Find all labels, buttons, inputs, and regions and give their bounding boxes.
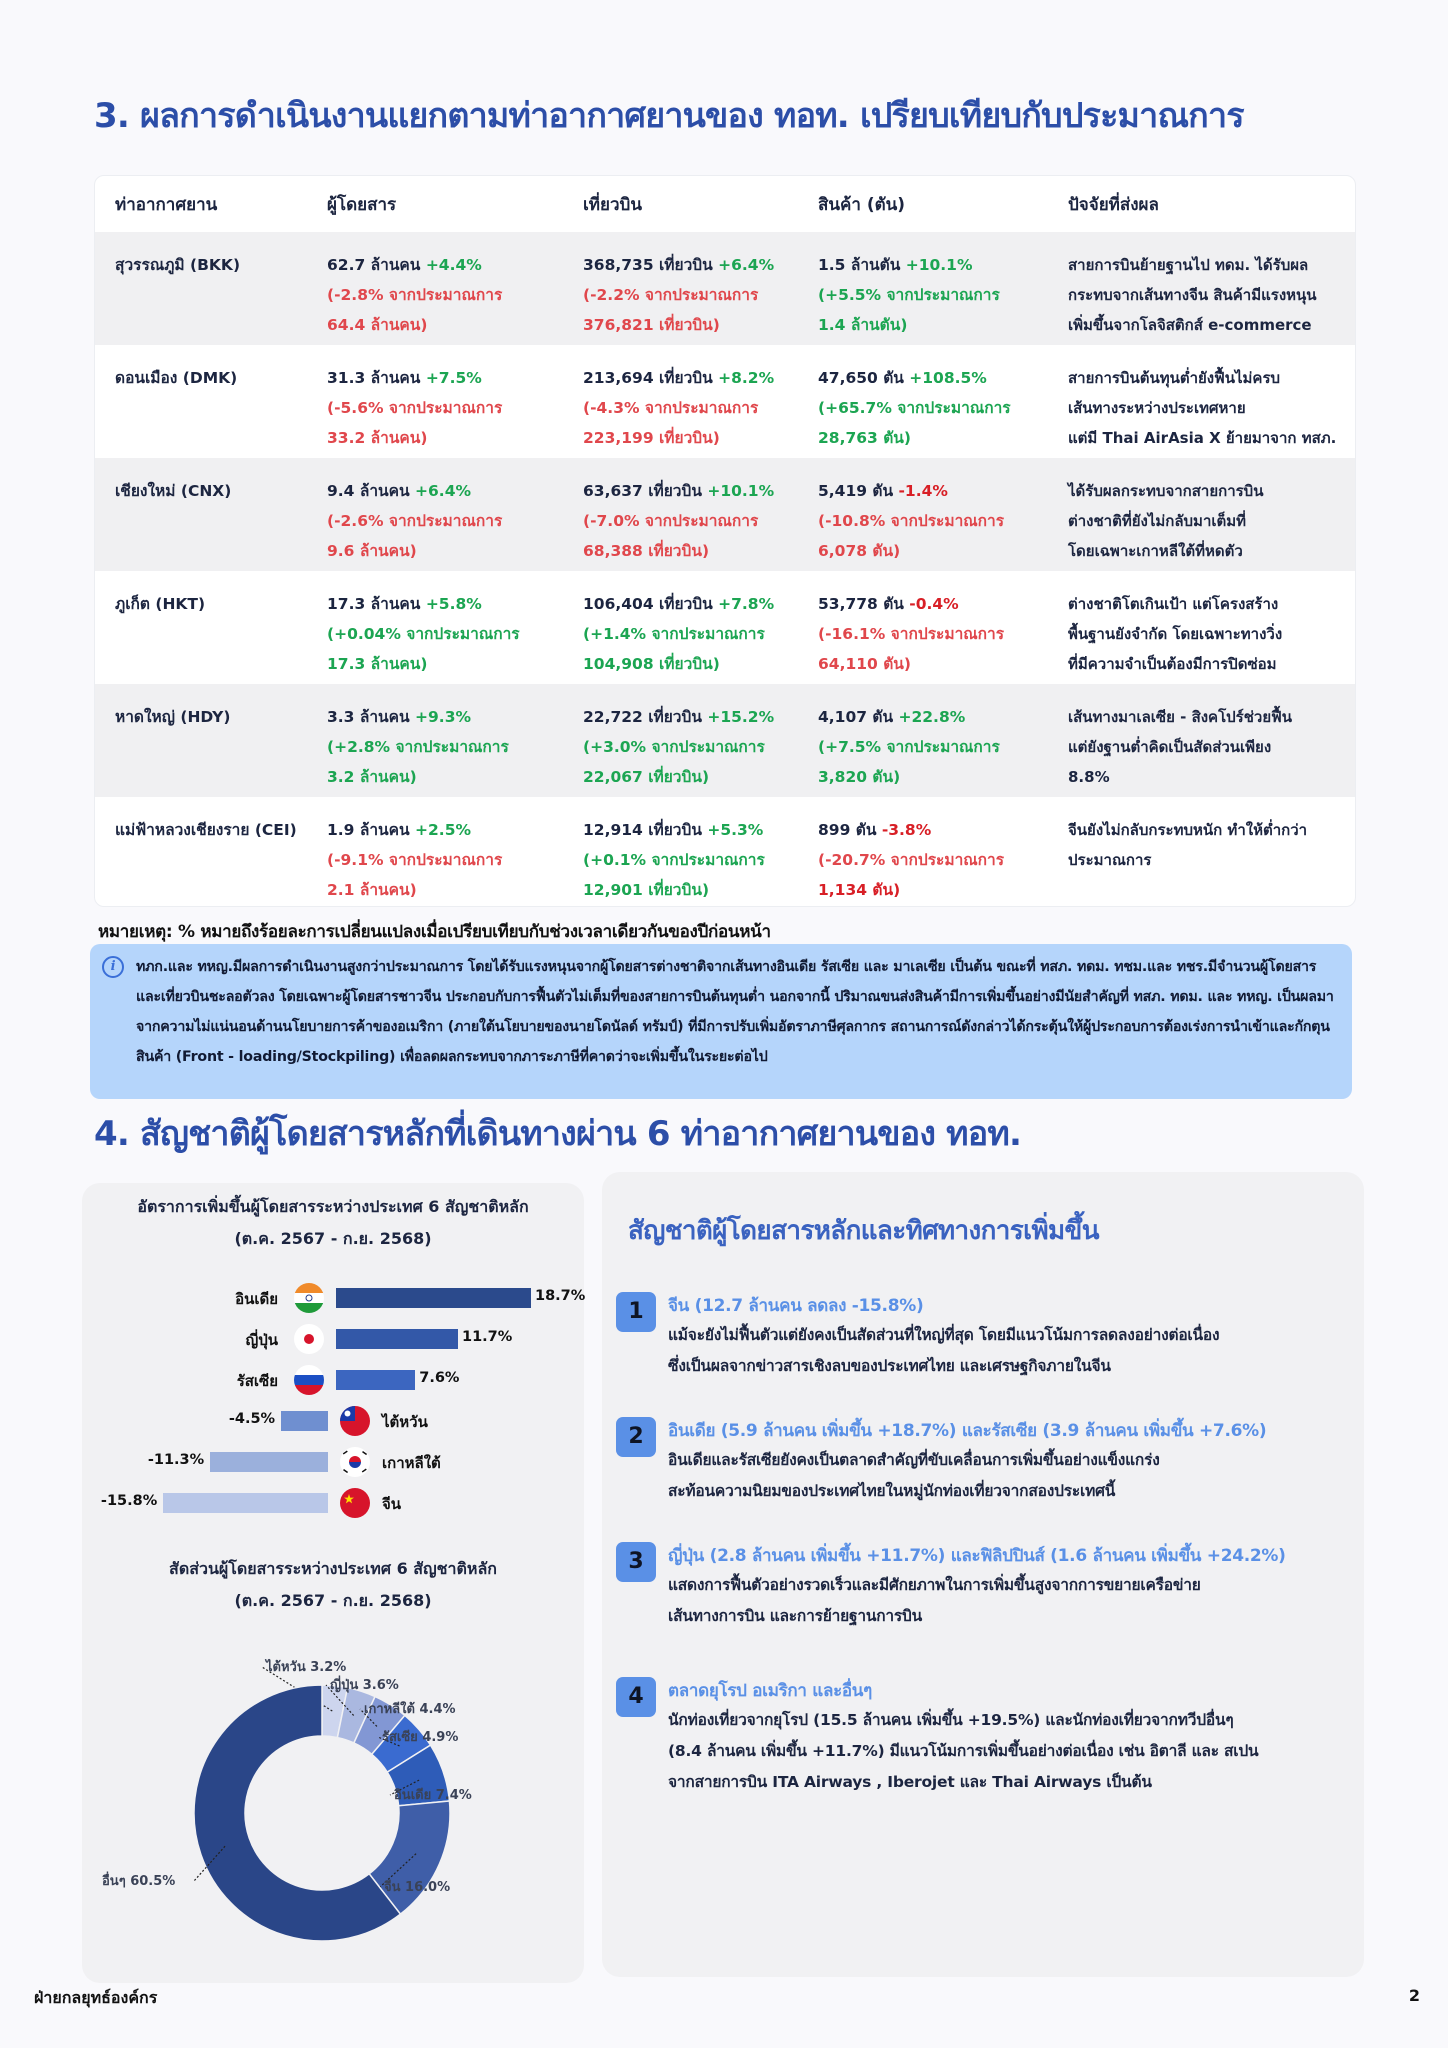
flights-plan: 22,067 เที่ยวบิน) [583,768,710,786]
cargo-line [818,476,1048,506]
bar-chart-subtitle: (ต.ค. 2567 - ก.ย. 2568) [234,1229,432,1248]
cargo-plan: 6,078 ตัน) [818,542,901,560]
nationality-summary-card [602,1172,1364,1977]
table-row [95,232,1355,345]
pax-plan: 33.2 ล้านคน) [327,429,428,447]
cell-pax [307,232,563,345]
factor-line: ต่างชาติที่ยังไม่กลับมาเต็มที่ [1068,512,1247,530]
summary-item [616,1292,1336,1382]
cargo-yoy: +10.1% [905,256,973,274]
cargo-plan: 1.4 ล้านตัน) [818,316,908,334]
flights-yoy: +8.2% [718,369,775,387]
item-body-line: แสดงการฟื้นตัวอย่างรวดเร็วและมีศักยภาพในการเพิ่มขึ้นสูงจากการขยายเครือข่าย [668,1576,1201,1594]
pax-vs-plan: (-2.6% จากประมาณการ [327,512,503,530]
cargo-plan: 64,110 ตัน) [818,655,911,673]
pax-plan: 17.3 ล้านคน) [327,655,428,673]
flights-vs-plan: (-7.0% จากประมาณการ [583,512,759,530]
cell-factor [1048,232,1355,345]
pax-value: 1.9 ล้านคน [327,821,410,839]
bar-category-label: ไต้หวัน [382,1413,428,1431]
bar-russia [336,1370,415,1390]
cargo-line [818,702,1048,732]
number-badge: 3 [616,1542,656,1582]
item-body-line: อินเดียและรัสเซียยังคงเป็นตลาดสำคัญที่ขับเคลื่อนการเพิ่มขึ้นอย่างแข็งแกร่ง [668,1451,1160,1469]
factor-line: ต่างชาติโตเกินเป้า แต่โครงสร้าง [1068,595,1279,613]
factor-line: เส้นทางมาเลเซีย - สิงคโปร์ช่วยฟื้น [1068,708,1292,726]
bar-chart-title-text: อัตราการเพิ่มขึ้นผู้โดยสารระหว่างประเทศ 6 สัญชาติหลัก [137,1197,529,1216]
cargo-yoy: -3.8% [881,821,932,839]
bar-japan [336,1329,458,1349]
pax-line [327,363,563,393]
cargo-yoy: +22.8% [898,708,966,726]
flights-plan: 104,908 เที่ยวบิน) [583,655,720,673]
header-factors: ปัจจัยที่ส่งผล [1068,194,1159,215]
pax-yoy: +4.4% [425,256,482,274]
bar-category-label: เกาหลีใต้ [382,1454,441,1472]
bar-value-label: -15.8% [100,1493,158,1509]
donut-label: จีน 16.0% [384,1880,451,1895]
table-row [95,797,1355,907]
flights-yoy: +6.4% [718,256,775,274]
factor-line: เส้นทางระหว่างประเทศหาย [1068,399,1246,417]
page-number: 2 [1408,1986,1420,2005]
factor-line: เพิ่มขึ้นจากโลจิสติกส์ e-commerce [1068,316,1312,334]
pax-vs-plan: (-2.8% จากประมาณการ [327,286,503,304]
bar-china [163,1493,328,1513]
section3-title: 3. ผลการดำเนินงานแยกตามท่าอากาศยานของ ทอท. เปรียบเทียบกับประมาณการ [94,96,1244,136]
bar-south-korea [210,1452,328,1472]
summary-item [616,1677,1336,1798]
cargo-value: 5,419 ตัน [818,482,894,500]
pax-yoy: +5.8% [425,595,482,613]
table-row [95,458,1355,571]
pax-yoy: +2.5% [415,821,472,839]
info-text: ทภก.และ ทหญ.มีผลการดำเนินงานสูงกว่าประมาณการ โดยได้รับแรงหนุนจากผู้โดยสารต่างชาติจากเส้นทางอินเดีย รัสเซีย และ มาเลเซีย เป็นต้น ขณะที่ ทสภ. ทดม. ทชม.และ ทชร.มีจำนวนผู้โดยสารและเที่ยวบินชะลอตัวลง โดยเฉพาะผู้โดยสารชาวจีน ประกอบกับการฟื้นตัวไม่เต็มที่ของสายการบินต้นทุนต่ำ นอกจากนี้ ปริมาณขนส่งสินค้ามีการเพิ่มขึ้นอย่างมีนัยสำคัญที่ ทสภ. ทดม. และ ทหญ. เป็นผลมาจากความไม่แน่นอนด้านนโยบายการค้าของอเมริกา (ภายใต้นโยบายของนายโดนัลด์ ทรัมป์) ที่มีการปรับเพิ่มอัตราภาษีศุลกากร สถานการณ์ดังกล่าวได้กระตุ้นให้ผู้ประกอบการต้องเร่งการนำเข้าและกักตุนสินค้า (Front - loading/Stockpiling) เพื่อลดผลกระทบจากภาระภาษีที่คาดว่าจะเพิ่มขึ้นในระยะต่อไป [136,959,1334,1065]
cell-airport: หาดใหญ่ (HDY) [95,684,307,797]
item-body-line: สะท้อนความนิยมของประเทศไทยในหมู่นักท่องเที่ยวจากสองประเทศนี้ [668,1482,1116,1500]
header-flights: เที่ยวบิน [583,194,642,215]
pax-yoy: +9.3% [415,708,472,726]
cell-flights [563,797,798,907]
factor-line: กระทบจากเส้นทางจีน สินค้ามีแรงหนุน [1068,286,1317,304]
donut-label: เกาหลีใต้ 4.4% [364,1702,456,1717]
cell-pax [307,684,563,797]
bar-value-label: -4.5% [228,1411,276,1427]
pax-line [327,476,563,506]
cell-pax [307,571,563,684]
factor-line: สายการบินต้นทุนต่ำยังฟื้นไม่ครบ [1068,369,1281,387]
flights-value: 22,722 เที่ยวบิน [583,708,702,726]
flights-line [583,815,798,845]
factor-line: ที่มีความจำเป็นต้องมีการปิดซ่อม [1068,655,1277,673]
cell-cargo [798,571,1048,684]
cargo-yoy: -1.4% [898,482,948,500]
pax-line [327,589,563,619]
cell-airport: ภูเก็ต (HKT) [115,595,206,613]
pax-value: 62.7 ล้านคน [327,256,421,274]
donut-label: อื่นๆ 60.5% [102,1874,176,1889]
cargo-line [818,363,1048,393]
cell-flights [563,458,798,571]
japan-flag-icon [294,1324,324,1354]
summary-title: สัญชาติผู้โดยสารหลักและทิศทางการเพิ่มขึ้น [628,1216,1099,1246]
cargo-plan: 28,763 ตัน) [818,429,911,447]
bar-category-label: อินเดีย [235,1290,278,1308]
taiwan-flag-icon [340,1406,370,1436]
cargo-yoy: +108.5% [909,369,987,387]
item-body-line: เส้นทางการบิน และการย้ายฐานการบิน [668,1607,923,1625]
cargo-yoy: -0.4% [909,595,959,613]
cell-factor [1048,684,1355,797]
bar-value-label: -11.3% [147,1452,205,1468]
donut-label: ไต้หวัน 3.2% [266,1660,347,1675]
cargo-value: 53,778 ตัน [818,595,904,613]
item-title: ญี่ปุ่น (2.8 ล้านคน เพิ่มขึ้น +11.7%) และฟิลิปปินส์ (1.6 ล้านคน เพิ่มขึ้น +24.2%) [668,1546,1286,1566]
pax-vs-plan: (-9.1% จากประมาณการ [327,851,503,869]
cell-cargo [798,458,1048,571]
cell-flights [563,571,798,684]
pax-vs-plan: (+0.04% จากประมาณการ [327,625,520,643]
item-body-line: แม้จะยังไม่ฟื้นตัวแต่ยังคงเป็นสัดส่วนที่ใหญ่ที่สุด โดยมีแนวโน้มการลดลงอย่างต่อเนื่อง [668,1326,1220,1344]
pax-line [327,815,563,845]
bar-india [336,1288,531,1308]
header-cargo: สินค้า (ตัน) [818,194,906,215]
cell-flights [563,232,798,345]
cargo-vs-plan: (+65.7% จากประมาณการ [818,399,1011,417]
item-body-line: (8.4 ล้านคน เพิ่มขึ้น +11.7%) มีแนวโน้มการเพิ่มขึ้นอย่างต่อเนื่อง เช่น อิตาลี และ สเปน [668,1742,1259,1760]
russia-flag-icon [294,1365,324,1395]
cargo-plan: 1,134 ตัน) [818,881,901,899]
cell-factor [1048,571,1355,684]
flights-vs-plan: (+1.4% จากประมาณการ [583,625,765,643]
item-body-line: ซึ่งเป็นผลจากข่าวสารเชิงลบของประเทศไทย และเศรษฐกิจภายในจีน [668,1357,1111,1375]
table-row [95,684,1355,797]
south-korea-flag-icon [340,1447,370,1477]
factor-line: สายการบินย้ายฐานไป ทดม. ได้รับผล [1068,256,1309,274]
cargo-line [818,250,1048,280]
factor-line: ประมาณการ [1068,851,1152,869]
cargo-vs-plan: (-20.7% จากประมาณการ [818,851,1005,869]
header-passengers: ผู้โดยสาร [327,194,397,215]
number-badge: 1 [616,1292,656,1332]
flights-vs-plan: (+0.1% จากประมาณการ [583,851,765,869]
info-icon: i [102,956,124,978]
india-flag-icon [294,1283,324,1313]
pax-vs-plan: (-5.6% จากประมาณการ [327,399,503,417]
cell-airport: สุวรรณภูมิ (BKK) [95,232,307,345]
pax-value: 17.3 ล้านคน [327,595,421,613]
flights-line [583,589,798,619]
flights-value: 213,694 เที่ยวบิน [583,369,713,387]
flights-plan: 12,901 เที่ยวบิน) [583,881,710,899]
flights-plan: 223,199 เที่ยวบิน) [583,429,720,447]
flights-value: 63,637 เที่ยวบิน [583,482,702,500]
cell-cargo [798,797,1048,907]
cargo-value: 47,650 ตัน [818,369,904,387]
pax-yoy: +6.4% [415,482,472,500]
flights-yoy: +15.2% [707,708,775,726]
number-badge: 2 [616,1417,656,1457]
flights-value: 368,735 เที่ยวบิน [583,256,713,274]
header-airport: ท่าอากาศยาน [115,194,218,215]
summary-item [616,1542,1336,1632]
bar-category-label: จีน [382,1495,402,1513]
flights-value: 106,404 เที่ยวบิน [583,595,713,613]
cargo-vs-plan: (+5.5% จากประมาณการ [818,286,1000,304]
pax-value: 3.3 ล้านคน [327,708,410,726]
item-body-line: นักท่องเที่ยวจากยุโรป (15.5 ล้านคน เพิ่มขึ้น +19.5%) และนักท่องเที่ยวจากทวีปอื่นๆ [668,1711,1234,1729]
table-row [95,345,1355,458]
flights-plan: 376,821 เที่ยวบิน) [583,316,720,334]
donut-chart-subtitle: (ต.ค. 2567 - ก.ย. 2568) [234,1591,432,1610]
donut-chart-title [82,1553,584,1617]
cargo-line [818,589,1048,619]
flights-vs-plan: (+3.0% จากประมาณการ [583,738,765,756]
cell-airport: แม่ฟ้าหลวงเชียงราย (CEI) [115,821,297,839]
factor-line: พื้นฐานยังจำกัด โดยเฉพาะทางวิ่ง [1068,625,1283,643]
footer-org: ฝ่ายกลยุทธ์องค์กร [34,1988,158,2007]
flights-vs-plan: (-4.3% จากประมาณการ [583,399,759,417]
factor-line: แต่มี Thai AirAsia X ย้ายมาจาก ทสภ. [1068,429,1337,447]
share-donut-chart [82,1623,584,1983]
flights-vs-plan: (-2.2% จากประมาณการ [583,286,759,304]
pax-value: 9.4 ล้านคน [327,482,410,500]
table-note: หมายเหตุ: % หมายถึงร้อยละการเปลี่ยนแปลงเมื่อเปรียบเทียบกับช่วงเวลาเดียวกันของปีก่อนหน้า [98,922,771,942]
item-title: ตลาดยุโรป อเมริกา และอื่นๆ [668,1681,872,1701]
factor-line: ได้รับผลกระทบจากสายการบิน [1068,482,1264,500]
info-box [90,944,1352,1099]
pax-value: 31.3 ล้านคน [327,369,421,387]
factor-line: จีนยังไม่กลับกระทบหนัก ทำให้ต่ำกว่า [1068,821,1308,839]
bar-category-label: รัสเซีย [236,1372,278,1390]
cargo-value: 4,107 ตัน [818,708,894,726]
charts-card [82,1183,584,1983]
cargo-vs-plan: (-16.1% จากประมาณการ [818,625,1005,643]
factor-line: โดยเฉพาะเกาหลีใต้ที่หดตัว [1068,542,1243,560]
bar-taiwan [281,1411,328,1431]
flights-line [583,476,798,506]
bar-category-label: ญี่ปุ่น [245,1331,278,1349]
cell-factor [1048,345,1355,458]
flights-line [583,250,798,280]
cell-factor [1048,458,1355,571]
cell-flights [563,345,798,458]
flights-line [583,702,798,732]
flights-line [583,363,798,393]
table-header-row [95,176,1355,232]
bar-value-label: 7.6% [419,1370,460,1386]
factor-line: 8.8% [1068,768,1110,786]
cargo-plan: 3,820 ตัน) [818,768,901,786]
cargo-vs-plan: (-10.8% จากประมาณการ [818,512,1005,530]
cell-flights [563,684,798,797]
pax-plan: 3.2 ล้านคน) [327,768,417,786]
pax-plan: 9.6 ล้านคน) [327,542,417,560]
cell-cargo [798,232,1048,345]
cell-factor [1048,797,1355,907]
item-body-line: จากสายการบิน ITA Airways , Iberojet และ Thai Airways เป็นต้น [668,1773,1152,1791]
flights-yoy: +10.1% [707,482,775,500]
item-title: อินเดีย (5.9 ล้านคน เพิ่มขึ้น +18.7%) และรัสเซีย (3.9 ล้านคน เพิ่มขึ้น +7.6%) [668,1421,1267,1441]
flights-value: 12,914 เที่ยวบิน [583,821,702,839]
cell-cargo [798,684,1048,797]
donut-label: ญี่ปุ่น 3.6% [330,1678,399,1693]
bar-value-label: 11.7% [462,1329,513,1345]
pax-vs-plan: (+2.8% จากประมาณการ [327,738,509,756]
cell-airport: ดอนเมือง (DMK) [115,369,238,387]
factor-line: แต่ยังฐานต่ำคิดเป็นสัดส่วนเพียง [1068,738,1272,756]
cargo-value: 1.5 ล้านตัน [818,256,901,274]
cargo-vs-plan: (+7.5% จากประมาณการ [818,738,1000,756]
cell-pax [307,458,563,571]
donut-label: รัสเซีย 4.9% [382,1730,459,1745]
pax-plan: 2.1 ล้านคน) [327,881,417,899]
flights-yoy: +7.8% [718,595,775,613]
number-badge: 4 [616,1677,656,1717]
table-row [95,571,1355,684]
bar-value-label: 18.7% [535,1288,586,1304]
item-title: จีน (12.7 ล้านคน ลดลง -15.8%) [668,1296,924,1316]
china-flag-icon [340,1488,370,1518]
pax-line [327,250,563,280]
pax-plan: 64.4 ล้านคน) [327,316,428,334]
cargo-line [818,815,1048,845]
pax-yoy: +7.5% [425,369,482,387]
flights-yoy: +5.3% [707,821,764,839]
flights-plan: 68,388 เที่ยวบิน) [583,542,710,560]
cell-cargo [798,345,1048,458]
cell-pax [307,345,563,458]
donut-chart-title-text: สัดส่วนผู้โดยสารระหว่างประเทศ 6 สัญชาติหลัก [169,1559,497,1578]
summary-item [616,1417,1336,1507]
cell-airport: เชียงใหม่ (CNX) [95,458,307,571]
cell-pax [307,797,563,907]
airport-performance-table [94,175,1356,907]
donut-svg [82,1623,584,1983]
section4-title: 4. สัญชาติผู้โดยสารหลักที่เดินทางผ่าน 6 ท่าอากาศยานของ ทอท. [94,1114,1022,1154]
donut-label: อินเดีย 7.4% [394,1788,472,1803]
cargo-value: 899 ตัน [818,821,877,839]
pax-line [327,702,563,732]
